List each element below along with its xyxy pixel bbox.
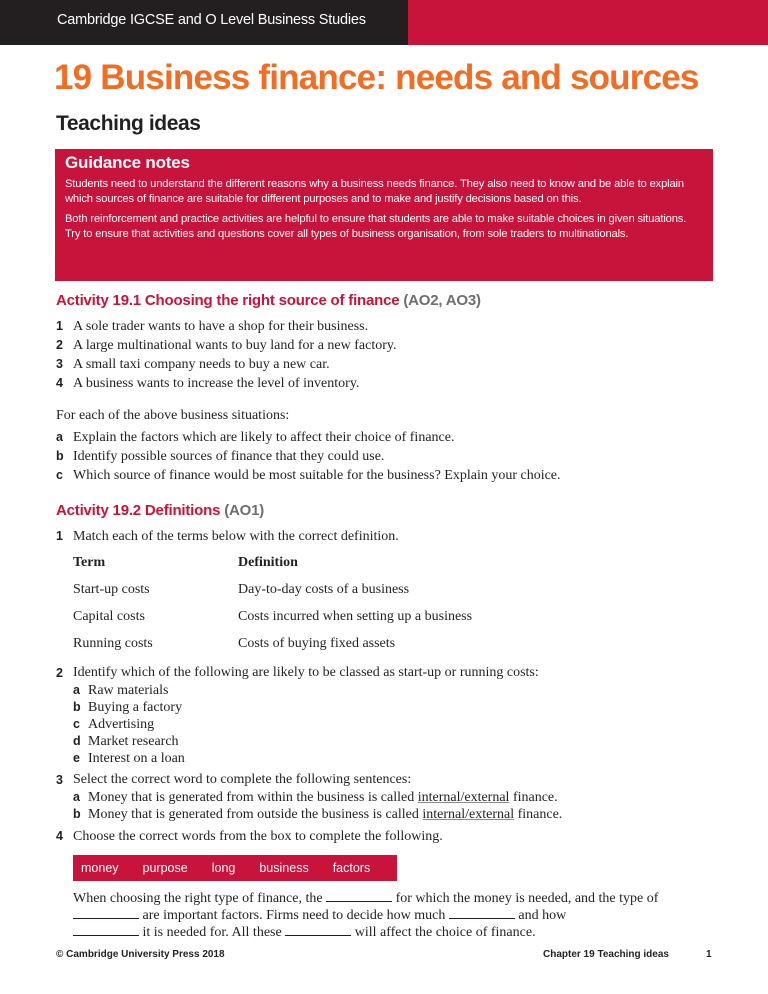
item-text: A small taxi company needs to buy a new car. (73, 357, 330, 372)
word-bank-box (73, 855, 397, 881)
paragraph-text: are important factors. Firms need to decide how much (139, 908, 449, 923)
sentence-end: finance. (514, 807, 563, 822)
paragraph-text: When choosing the right type of finance, the (73, 891, 327, 906)
question-4 (56, 827, 443, 846)
definitions-table (73, 553, 472, 661)
activity-19-1-intro: For each of the above business situations: (56, 408, 290, 423)
list-item (73, 682, 539, 699)
blank-field[interactable] (326, 890, 392, 902)
item-text: Market research (88, 734, 179, 749)
item-number: 3 (56, 357, 63, 371)
guidance-heading: Guidance notes (65, 153, 190, 172)
word-option: long (211, 861, 236, 875)
activity-19-1-tasks (56, 428, 561, 485)
word-option: purpose (142, 861, 188, 875)
question-row (56, 771, 562, 789)
item-text (88, 806, 562, 823)
item-number: 2 (56, 338, 63, 352)
item-text: A business wants to increase the level of inventory. (73, 376, 360, 391)
item-text: A large multinational wants to buy land for a new factory. (73, 338, 397, 353)
task-item (56, 447, 561, 466)
page-number: 1 (706, 949, 712, 960)
question-number: 2 (56, 666, 63, 680)
task-text: Explain the factors which are likely to affect their choice of finance. (73, 430, 455, 445)
guidance-paragraph: Both reinforcement and practice activities are helpful to ensure that students are able to make suitable choices in given situations. Try to ensure that activities and questions cover all types of business organisation, from sole traders to multinationals. (65, 213, 687, 240)
blank-field[interactable] (73, 924, 139, 936)
activity-19-1-situations (56, 317, 396, 393)
guidance-paragraph: Students need to understand the different reasons why a business needs finance. They also need to know and be able to explain which sources of finance are suitable for different purposes and to make and justify decisions based on this. (65, 178, 684, 205)
term-cell: Capital costs (73, 609, 145, 624)
list-item (73, 750, 539, 767)
list-item (56, 374, 396, 393)
question-3 (56, 771, 562, 823)
question-row (56, 527, 399, 546)
task-item (56, 428, 561, 447)
blank-field[interactable] (449, 907, 515, 919)
paragraph-text: it is needed for. All these (139, 925, 286, 940)
question-number: 4 (56, 829, 63, 843)
sentence-start: Money that is generated from within the business is called (88, 790, 418, 805)
question-text: Identify which of the following are likely to be classed as start-up or running costs: (73, 665, 539, 680)
question-text: Choose the correct words from the box to complete the following. (73, 829, 443, 844)
table-row (73, 580, 472, 607)
paragraph-text: and how (514, 908, 567, 923)
question-text: Match each of the terms below with the correct definition. (73, 529, 399, 544)
word-option: factors (332, 861, 371, 875)
definition-cell: Costs of buying fixed assets (238, 636, 396, 651)
word-choice[interactable]: internal/external (417, 790, 510, 805)
item-number: 4 (56, 376, 63, 390)
item-letter: a (73, 683, 80, 697)
task-text: Identify possible sources of finance that they could use. (73, 449, 385, 464)
table-row (73, 607, 472, 634)
item-text: Interest on a loan (88, 751, 185, 766)
activity-title: Activity 19.1 Choosing the right source of finance (56, 292, 400, 309)
cost-items-list (73, 682, 539, 767)
book-title: Cambridge IGCSE and O Level Business Studies (57, 12, 366, 28)
task-text: Which source of finance would be most suitable for the business? Explain your choice. (73, 468, 561, 483)
question-1 (56, 527, 399, 546)
footer-chapter-label: Chapter 19 Teaching ideas (543, 949, 669, 960)
activity-19-1-heading (56, 292, 481, 309)
question-number: 1 (56, 529, 63, 543)
item-text: A sole trader wants to have a shop for their business. (73, 319, 369, 334)
sentence-end: finance. (509, 790, 558, 805)
list-item (73, 806, 562, 823)
word-option: money (81, 861, 119, 875)
list-item (73, 789, 562, 806)
column-header-definition: Definition (238, 555, 298, 570)
item-text: Buying a factory (88, 700, 183, 715)
question-row (56, 664, 539, 682)
chapter-title: 19 Business finance: needs and sources (54, 58, 699, 97)
page-header (0, 0, 768, 45)
header-dark-band (0, 0, 408, 45)
task-letter: b (56, 449, 64, 463)
list-item (73, 716, 539, 733)
list-item (73, 699, 539, 716)
sentence-list (73, 789, 562, 823)
item-text (88, 789, 558, 806)
definition-cell: Costs incurred when setting up a business (238, 609, 473, 624)
item-letter: b (73, 807, 81, 821)
question-row (56, 827, 443, 846)
question-text: Select the correct word to complete the following sentences: (73, 772, 412, 787)
item-letter: c (73, 717, 80, 731)
activity-title: Activity 19.2 Definitions (56, 502, 221, 519)
task-item (56, 466, 561, 485)
section-title: Teaching ideas (56, 112, 201, 135)
item-number: 1 (56, 319, 63, 333)
list-item (73, 733, 539, 750)
term-cell: Start-up costs (73, 582, 150, 597)
activity-19-2-heading (56, 502, 264, 519)
list-item (56, 336, 396, 355)
blank-field[interactable] (285, 924, 351, 936)
table-row (73, 634, 472, 661)
column-header-term: Term (73, 555, 106, 570)
guidance-notes-box (55, 149, 713, 281)
assessment-objectives: (AO1) (224, 502, 265, 519)
header-accent-band (408, 0, 768, 45)
question-number: 3 (56, 773, 63, 787)
assessment-objectives: (AO2, AO3) (403, 292, 481, 309)
paragraph-text: for which the money is needed, and the type of (392, 891, 659, 906)
list-item (56, 355, 396, 374)
word-choice[interactable]: internal/external (422, 807, 515, 822)
task-letter: c (56, 468, 63, 482)
question-2 (56, 664, 539, 767)
sentence-start: Money that is generated from outside the business is called (88, 807, 423, 822)
term-cell: Running costs (73, 636, 153, 651)
table-header-row (73, 553, 472, 580)
item-letter: a (73, 790, 80, 804)
footer-copyright: © Cambridge University Press 2018 (56, 949, 225, 960)
task-letter: a (56, 430, 63, 444)
blank-field[interactable] (73, 907, 139, 919)
item-letter: e (73, 751, 80, 765)
word-option: business (259, 861, 309, 875)
item-letter: d (73, 734, 81, 748)
item-text: Advertising (88, 717, 155, 732)
list-item (56, 317, 396, 336)
fill-in-paragraph (73, 890, 713, 941)
definition-cell: Day-to-day costs of a business (238, 582, 410, 597)
item-text: Raw materials (88, 683, 169, 698)
paragraph-text: will affect the choice of finance. (351, 925, 536, 940)
item-letter: b (73, 700, 81, 714)
